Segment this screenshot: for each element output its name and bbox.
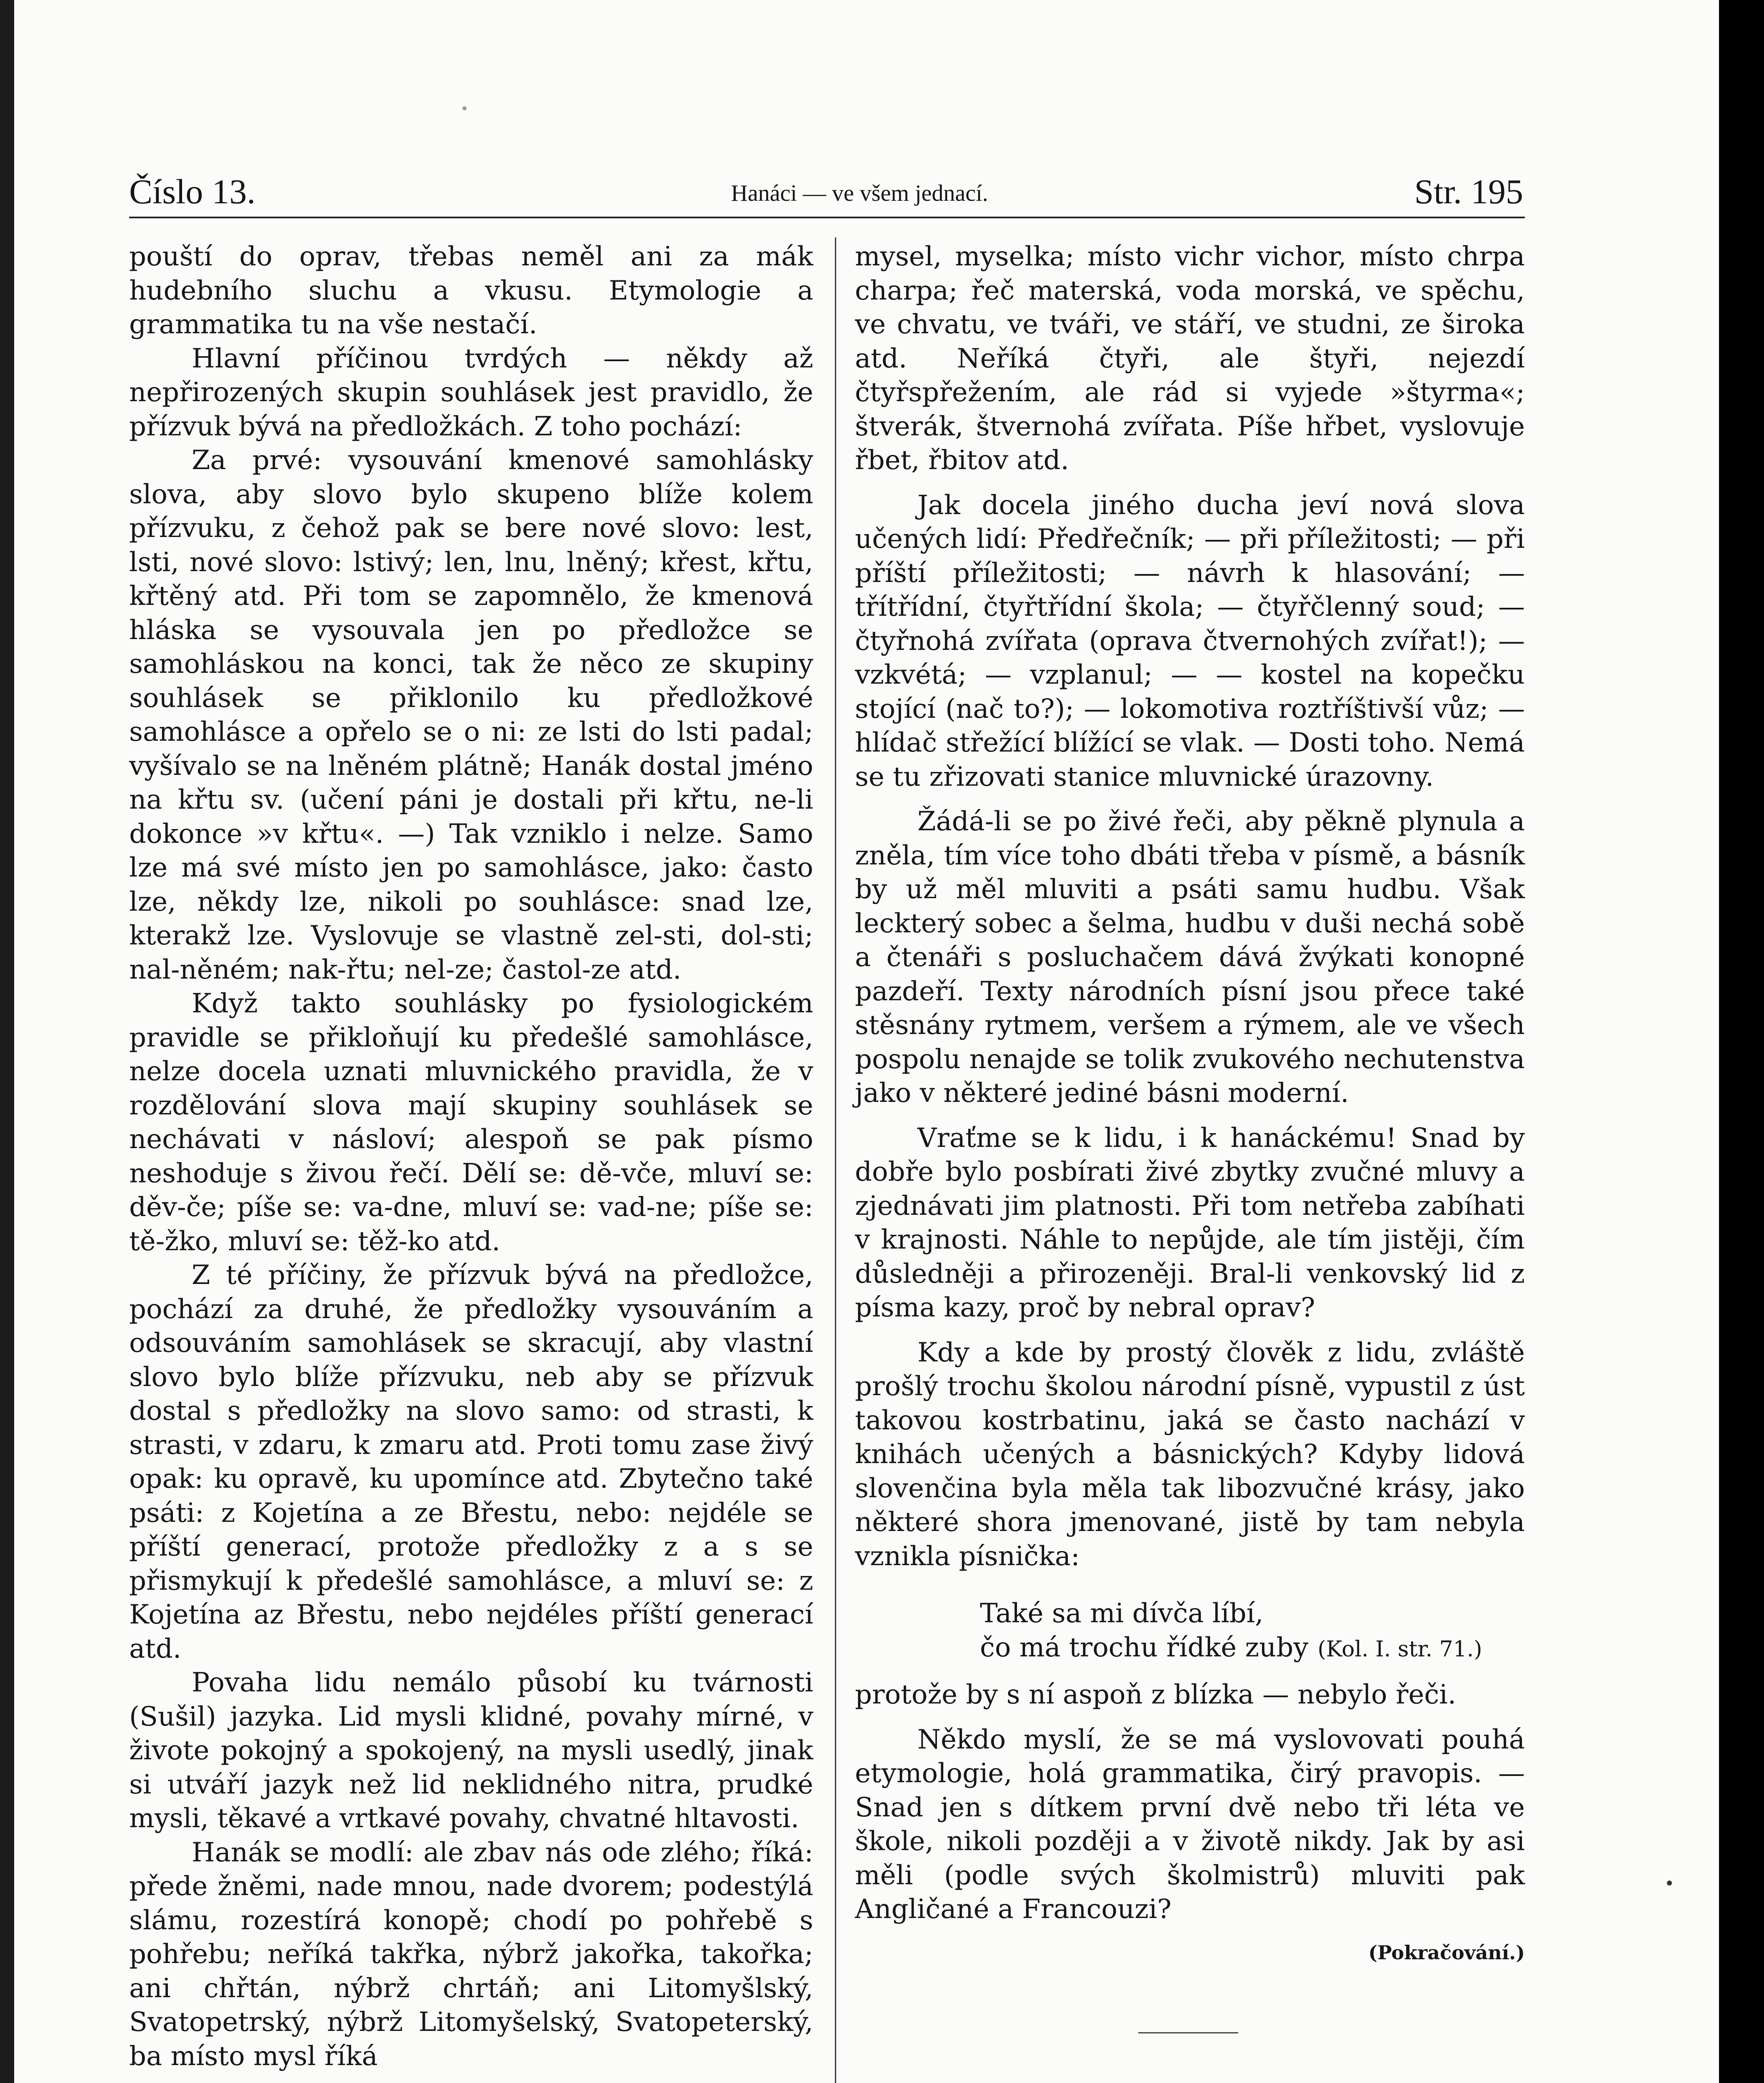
page-number: Str. 195 (1414, 172, 1523, 211)
speck (462, 106, 467, 110)
speck (1667, 1881, 1672, 1886)
paragraph: Když takto souhlásky po fysiologickém pravidle se přikloňují ku předešlé samohlásce, nelze docela uznati mluvnického pravidla, že v rozdělování slova mají skupiny souhlásek se nechávati v násloví; alespoň se pak písmo neshoduje s živou řečí. Dělí se: dě-vče, mluví se: děv-če; píše se: va-dne, mluví se: vad-ne; píše se: tě-žko, mluví se: těž-ko atd. (129, 988, 813, 1257)
paragraph: Povaha lidu nemálo působí ku tvárnosti (Sušil) jazyka. Lid mysli klidné, povahy mírné, v živote pokojný a spokojený, na mysli usedlý, jinak si utváří jazyk než lid neklidného nitra, prudké mysli, těkavé a vrtkavé povahy, chvatné hltavosti. (129, 1667, 813, 1834)
poem-line: Také sa mi dívča líbí, (980, 1598, 1264, 1629)
section-rule (1138, 2032, 1238, 2033)
poem-line (855, 1631, 1525, 1667)
paragraph: protože by s ní aspoň z blízka — nebylo řeči. (855, 1679, 1457, 1710)
paragraph: Hlavní příčinou tvrdých — někdy až nepřirozených skupin souhlásek jest pravidlo, že přízvuk bývá na předložkách. Z toho pochází: (129, 343, 813, 442)
paragraph: Hanák se modlí: ale zbav nás ode zlého; říká: přede žněmi, nade mnou, nade dvorem; podestýlá slámu, rozestírá konopě; chodí po pohřebě s pohřebu; neříká takřka, nýbrž jakořka, takořka; ani chřtán, nýbrž chrtáň; ani Litomyšlský, Svatopetrský, nýbrž Litomyšelský, Svatopeterský, ba místo mysl říká (129, 1837, 813, 2072)
paragraph: Za prvé: vysouvání kmenové samohlásky slova, aby slovo bylo skupeno blíže kolem přízvuku, z čehož pak se bere nové slovo: lest, lsti, nové slovo: lstivý; len, lnu, lněný; křest, křtu, křtěný atd. Při tom se zapomnělo, že kmenová hláska se vysouvala jen po předložce se samohláskou na konci, tak že něco ze skupiny souhlásek se přiklonilo ku předložkové samohlásce a opřelo se o ni: ze lsti do lsti padal; vyšívalo se na lněném plátně; Hanák dostal jméno na křtu sv. (učení páni je dostali při křtu, ne-li dokonce »v křtu«. —) Tak vzniklo i nelze. Samo lze má své místo jen po samohlásce, jako: často lze, někdy lze, nikoli po souhlásce: snad lze, kterakž lze. Vyslovuje se vlastně zel-sti, dol-sti; nal-něném; nak-řtu; nel-ze; častol-ze atd. (129, 445, 813, 985)
paragraph: Vraťme se k lidu, i k hanáckému! Snad by dobře bylo posbírati živé zbytky zvučné mluvy a zjednávati jim platnosti. Při tom netřeba zabíhati v krajnosti. Náhle to nepůjde, ale tím jistěji, čím důsledněji a přirozeněji. Bral-li venkovský lid z písma kazy, proč by nebral oprav? (855, 1122, 1525, 1323)
running-title: Hanáci — ve všem jednací. (731, 180, 988, 206)
paragraph: Kdy a kde by prostý člověk z lidu, zvláště prošlý trochu školou národní písně, vypustil z úst takovou kostrbatinu, jaká se často nachází v knihách učených a básnických? Kdyby lidová slovenčina byla měla tak libozvučné krásy, jako některé shora jmenované, jistě by tam nebyla vznikla písnička: (855, 1337, 1525, 1572)
header-rule (129, 217, 1525, 218)
paragraph: Z té příčiny, že přízvuk bývá na předložce, pochází za druhé, že předložky vysouváním a odsouváním samohlásek se skracují, aby vlastní slovo bylo blíže přízvuku, neb aby se přízvuk dostal s předložky na slovo samo: od strasti, k strasti, v zdaru, k zmaru atd. Proti tomu zase živý opak: ku opravě, ku upomínce atd. Zbytečno také psáti: z Kojetína a ze Břestu, nebo: nejdéle se příští generací, protože předložky z a s se přismykují k předešlé samohlásce, a mluví se: z Kojetína az Břestu, nebo nejdéles příští generací atd. (129, 1260, 813, 1664)
column-divider (835, 237, 836, 2083)
paragraph: Žádá-li se po živé řeči, aby pěkně plynula a zněla, tím více toho dbáti třeba v písmě, a básník by už měl mluviti a psáti samu hudbu. Však leckterý sobec a šelma, hudbu v duši nechá sobě a čtenáři s posluchačem dává žvýkati konopné pazdeří. Texty národních písní jsou přece také stěsnány rytmem, veršem a rýmem, ale ve všech pospolu nenajde se tolik zvukového nechutenstva jako v některé jediné básni moderní. (855, 806, 1525, 1109)
issue-number: Číslo 13. (129, 172, 256, 211)
continuation-note: (Pokračování.) (1368, 1941, 1525, 1964)
poem-reference: (Kol. I. str. 71.) (1317, 1636, 1482, 1662)
paragraph: Jak docela jiného ducha jeví nová slova učených lidí: Předřečník; — při příležitosti; — při příští příležitosti; — návrh k hlasování; — třítřídní, čtyřtřídní škola; — čtyřčlenný soud; — čtyřnohá zvířata (oprava čtvernohých zvířat!); — vzkvétá; — vzplanul; — — kostel na kopečku stojící (nač to?); — lokomotiva roztříštivší vůz; — hlídač střežící blížící se vlak. — Dosti toho. Nemá se tu zřizovati stanice mluvnické úrazovny. (855, 490, 1525, 792)
poem-line-text: čo má trochu řídké zuby (980, 1632, 1309, 1663)
paragraph: pouští do oprav, třebas neměl ani za mák hudebního sluchu a vkusu. Etymologie a grammatika tu na vše nestačí. (129, 241, 813, 340)
right-column (855, 240, 1525, 2083)
left-column (129, 240, 813, 2073)
paragraph: mysel, myselka; místo vichr vichor, místo chrpa charpa; řeč materská, voda morská, ve spěchu, ve chvatu, ve tváři, ve stáří, ve studni, ze široka atd. Neříká čtyři, ale štyři, nejezdí čtyřspřežením, ale rád si vyjede »štyrma«; štverák, štvernohá zvířata. Píše hřbet, vyslovuje řbet, řbitov atd. (855, 241, 1525, 476)
quoted-song (855, 1597, 1525, 1666)
paragraph: Někdo myslí, že se má vyslovovati pouhá etymologie, holá grammatika, čirý pravopis. — Snad jen s dítkem první dvě nebo tři léta ve škole, nikoli později a v životě nikdy. Jak by asi měli (podle svých školmistrů) mluviti pak Angličané a Francouzi? (855, 1724, 1525, 1925)
